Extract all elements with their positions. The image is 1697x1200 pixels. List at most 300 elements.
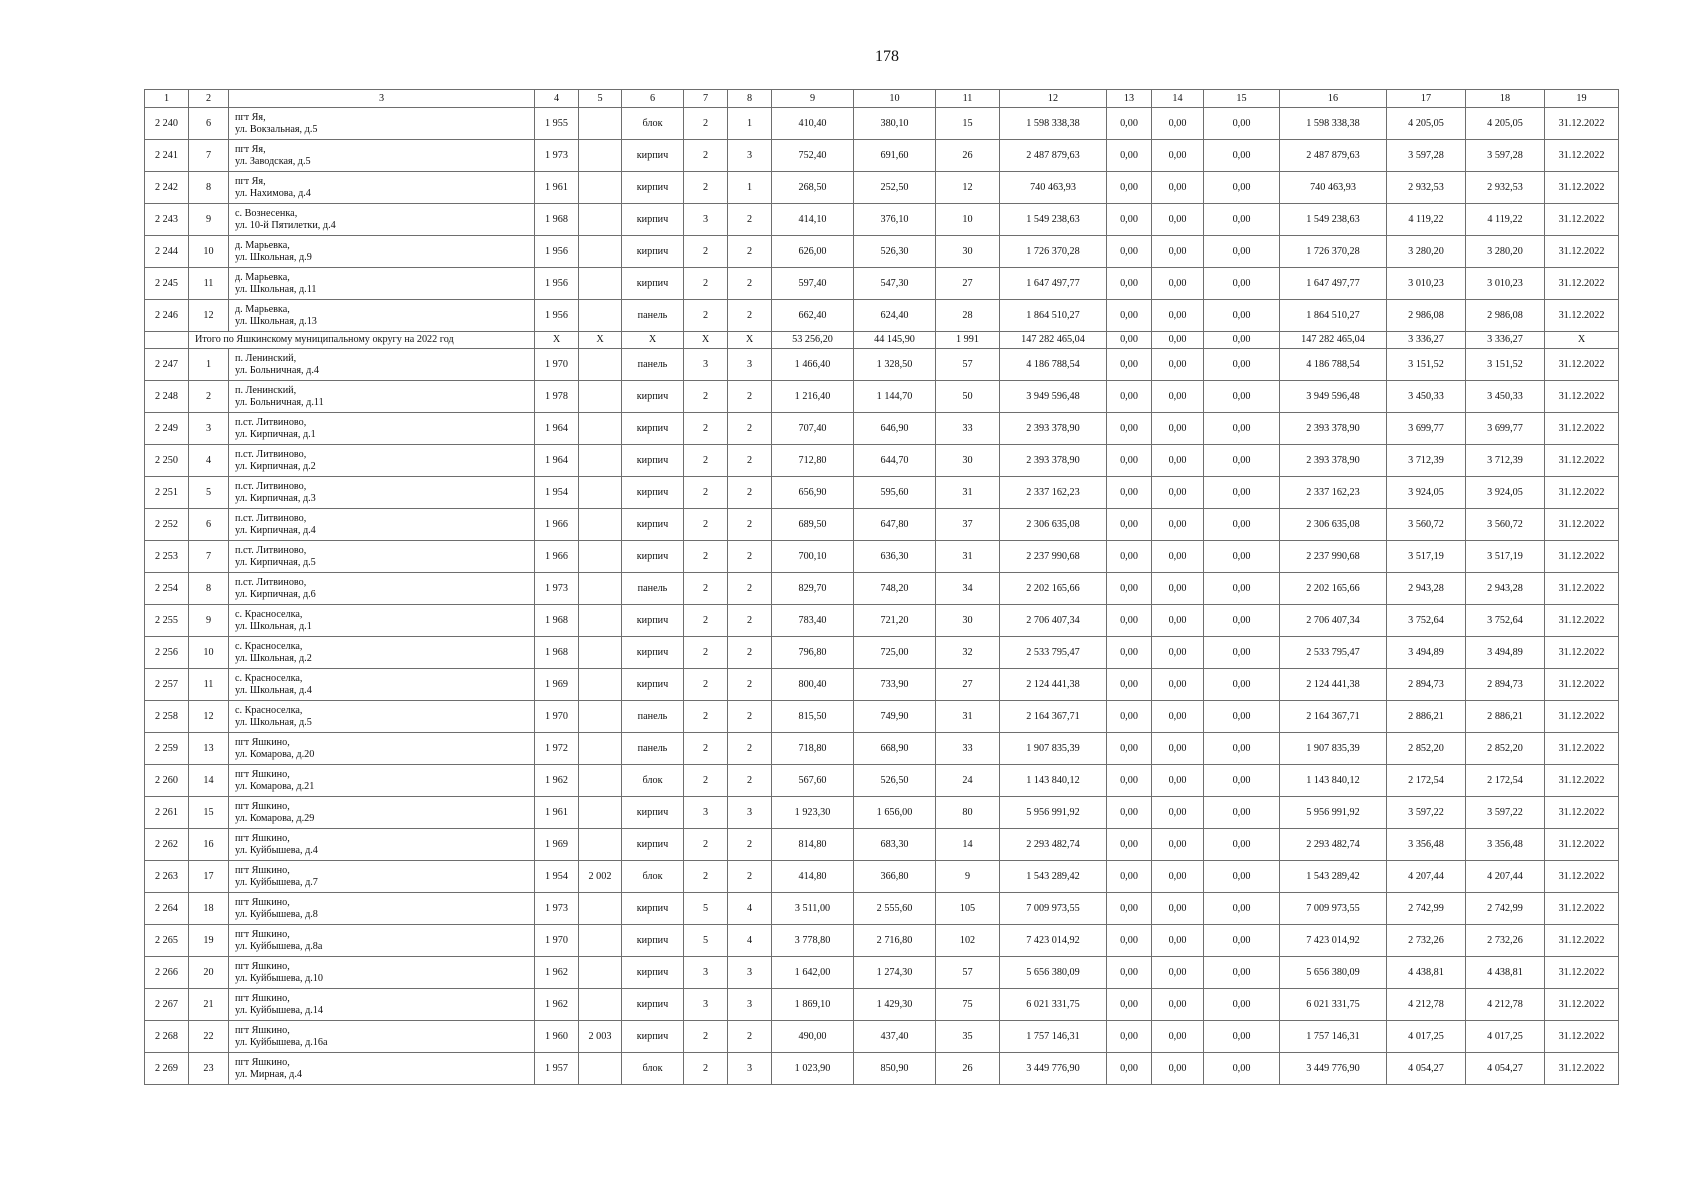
- address-street: ул. Больничная, д.4: [235, 364, 319, 376]
- table-row: [145, 573, 1619, 605]
- cell-b: 595,60: [854, 477, 936, 509]
- cell-c14: 0,00: [1152, 573, 1204, 605]
- cell-c15: 0,00: [1204, 108, 1280, 140]
- cell-c18: 3 560,72: [1466, 509, 1545, 541]
- cell-a: 597,40: [772, 268, 854, 300]
- cell-a: 656,90: [772, 477, 854, 509]
- address-street: ул. Куйбышева, д.8а: [235, 940, 323, 952]
- column-header: 6: [622, 90, 684, 108]
- cell-c17: 4 119,22: [1387, 204, 1466, 236]
- cell-f: 3: [684, 797, 728, 829]
- cell-c15: 0,00: [1204, 477, 1280, 509]
- cell-mat: панель: [622, 701, 684, 733]
- cell-date: 31.12.2022: [1545, 381, 1619, 413]
- cell-mat: кирпич: [622, 236, 684, 268]
- cell-c13: 0,00: [1107, 381, 1152, 413]
- cell-c18: 2 172,54: [1466, 765, 1545, 797]
- cell-cost: 7 423 014,92: [1000, 925, 1107, 957]
- address-locality: п.ст. Литвиново,: [235, 545, 307, 556]
- cell-mat: кирпич: [622, 669, 684, 701]
- total-value: Х: [1545, 332, 1619, 349]
- cell-year: 1 964: [535, 445, 579, 477]
- cell-c15: 0,00: [1204, 413, 1280, 445]
- cell-f: 2: [684, 236, 728, 268]
- cell-c16: 7 009 973,55: [1280, 893, 1387, 925]
- address-locality: п.ст. Литвиново,: [235, 577, 307, 588]
- cell-c16: 2 237 990,68: [1280, 541, 1387, 573]
- cell-cost: 2 124 441,38: [1000, 669, 1107, 701]
- cell-f: 2: [684, 669, 728, 701]
- cell-c16: 4 186 788,54: [1280, 349, 1387, 381]
- column-header-row: [145, 90, 1619, 108]
- cell-c16: 740 463,93: [1280, 172, 1387, 204]
- column-header: 1: [145, 90, 189, 108]
- cell-no: 2 249: [145, 413, 189, 445]
- cell-y2: [579, 300, 622, 332]
- column-header: 5: [579, 90, 622, 108]
- cell-a: 829,70: [772, 573, 854, 605]
- cell-c17: 3 356,48: [1387, 829, 1466, 861]
- address-street: ул. Куйбышева, д.10: [235, 972, 323, 984]
- table-row: [145, 381, 1619, 413]
- cell-c17: 2 894,73: [1387, 669, 1466, 701]
- cell-c17: 3 597,22: [1387, 797, 1466, 829]
- address-cell: [229, 1053, 535, 1085]
- cell-f: 3: [684, 349, 728, 381]
- cell-y2: [579, 140, 622, 172]
- total-value: 44 145,90: [854, 332, 936, 349]
- cell-y2: [579, 829, 622, 861]
- cell-c15: 0,00: [1204, 829, 1280, 861]
- table-row: [145, 509, 1619, 541]
- cell-year: 1 966: [535, 509, 579, 541]
- cell-a: 718,80: [772, 733, 854, 765]
- address-locality: д. Марьевка,: [235, 272, 290, 283]
- address-cell: [229, 637, 535, 669]
- address-cell: [229, 300, 535, 332]
- cell-date: 31.12.2022: [1545, 268, 1619, 300]
- cell-mat: кирпич: [622, 925, 684, 957]
- column-header: 2: [189, 90, 229, 108]
- cell-c14: 0,00: [1152, 797, 1204, 829]
- address-cell: [229, 829, 535, 861]
- cell-b: 691,60: [854, 140, 936, 172]
- cell-no: 2 255: [145, 605, 189, 637]
- address-cell: [229, 765, 535, 797]
- cell-cost: 2 164 367,71: [1000, 701, 1107, 733]
- cell-date: 31.12.2022: [1545, 445, 1619, 477]
- address-cell: [229, 172, 535, 204]
- cell-c18: 3 494,89: [1466, 637, 1545, 669]
- cell-c18: 4 119,22: [1466, 204, 1545, 236]
- cell-no: 2 254: [145, 573, 189, 605]
- cell-n: 19: [189, 925, 229, 957]
- cell-p: 30: [936, 236, 1000, 268]
- cell-c16: 2 706 407,34: [1280, 605, 1387, 637]
- cell-a: 1 923,30: [772, 797, 854, 829]
- cell-a: 796,80: [772, 637, 854, 669]
- cell-a: 3 778,80: [772, 925, 854, 957]
- cell-c15: 0,00: [1204, 637, 1280, 669]
- cell-y2: 2 003: [579, 1021, 622, 1053]
- cell-cost: 2 293 482,74: [1000, 829, 1107, 861]
- cell-c18: 2 852,20: [1466, 733, 1545, 765]
- cell-y2: [579, 413, 622, 445]
- address-street: ул. Школьная, д.4: [235, 684, 312, 696]
- cell-f: 2: [684, 861, 728, 893]
- cell-y2: [579, 268, 622, 300]
- cell-n: 2: [189, 381, 229, 413]
- address-locality: п.ст. Литвиново,: [235, 513, 307, 524]
- column-header: 4: [535, 90, 579, 108]
- cell-p: 31: [936, 701, 1000, 733]
- cell-c16: 6 021 331,75: [1280, 989, 1387, 1021]
- cell-date: 31.12.2022: [1545, 509, 1619, 541]
- cell-c15: 0,00: [1204, 445, 1280, 477]
- cell-b: 376,10: [854, 204, 936, 236]
- cell-b: 547,30: [854, 268, 936, 300]
- cell-date: 31.12.2022: [1545, 861, 1619, 893]
- cell-c15: 0,00: [1204, 268, 1280, 300]
- address-cell: [229, 509, 535, 541]
- cell-b: 644,70: [854, 445, 936, 477]
- cell-n: 16: [189, 829, 229, 861]
- cell-c13: 0,00: [1107, 957, 1152, 989]
- cell-date: 31.12.2022: [1545, 701, 1619, 733]
- cell-c18: 4 212,78: [1466, 989, 1545, 1021]
- cell-c14: 0,00: [1152, 829, 1204, 861]
- cell-b: 1 328,50: [854, 349, 936, 381]
- cell-c18: 3 597,22: [1466, 797, 1545, 829]
- cell-c15: 0,00: [1204, 989, 1280, 1021]
- cell-f: 2: [684, 413, 728, 445]
- address-cell: [229, 733, 535, 765]
- cell-c15: 0,00: [1204, 541, 1280, 573]
- cell-cost: 4 186 788,54: [1000, 349, 1107, 381]
- cell-mat: панель: [622, 573, 684, 605]
- cell-n: 6: [189, 509, 229, 541]
- cell-cost: 1 864 510,27: [1000, 300, 1107, 332]
- cell-c17: 4 205,05: [1387, 108, 1466, 140]
- cell-mat: кирпич: [622, 893, 684, 925]
- cell-cost: 2 393 378,90: [1000, 413, 1107, 445]
- cell-y2: [579, 701, 622, 733]
- cell-year: 1 966: [535, 541, 579, 573]
- table-row: [145, 349, 1619, 381]
- address-cell: [229, 268, 535, 300]
- cell-c13: 0,00: [1107, 509, 1152, 541]
- address-cell: [229, 140, 535, 172]
- cell-no: 2 268: [145, 1021, 189, 1053]
- cell-c15: 0,00: [1204, 893, 1280, 925]
- cell-year: 1 970: [535, 701, 579, 733]
- cell-p: 34: [936, 573, 1000, 605]
- table-row: [145, 861, 1619, 893]
- cell-y2: [579, 1053, 622, 1085]
- address-street: ул. Кирпичная, д.2: [235, 460, 316, 472]
- cell-c15: 0,00: [1204, 300, 1280, 332]
- address-street: ул. Нахимова, д.4: [235, 187, 311, 199]
- cell-date: 31.12.2022: [1545, 637, 1619, 669]
- cell-b: 526,50: [854, 765, 936, 797]
- column-header: 19: [1545, 90, 1619, 108]
- table-row: [145, 797, 1619, 829]
- cell-p: 32: [936, 637, 1000, 669]
- cell-c13: 0,00: [1107, 733, 1152, 765]
- cell-c14: 0,00: [1152, 637, 1204, 669]
- cell-c14: 0,00: [1152, 413, 1204, 445]
- cell-no: 2 247: [145, 349, 189, 381]
- cell-p: 57: [936, 957, 1000, 989]
- cell-f: 2: [684, 300, 728, 332]
- cell-year: 1 962: [535, 989, 579, 1021]
- cell-mat: кирпич: [622, 477, 684, 509]
- cell-p: 10: [936, 204, 1000, 236]
- cell-p: 14: [936, 829, 1000, 861]
- cell-c13: 0,00: [1107, 477, 1152, 509]
- housing-registry-table: [144, 89, 1619, 1085]
- cell-c13: 0,00: [1107, 605, 1152, 637]
- cell-c13: 0,00: [1107, 765, 1152, 797]
- cell-e: 2: [728, 573, 772, 605]
- cell-c14: 0,00: [1152, 957, 1204, 989]
- cell-mat: панель: [622, 349, 684, 381]
- cell-c14: 0,00: [1152, 733, 1204, 765]
- address-cell: [229, 1021, 535, 1053]
- cell-n: 22: [189, 1021, 229, 1053]
- address-cell: [229, 605, 535, 637]
- cell-no: 2 250: [145, 445, 189, 477]
- cell-year: 1 956: [535, 236, 579, 268]
- cell-b: 748,20: [854, 573, 936, 605]
- address-cell: [229, 701, 535, 733]
- total-value: 53 256,20: [772, 332, 854, 349]
- cell-e: 2: [728, 413, 772, 445]
- address-street: ул. Кирпичная, д.4: [235, 524, 316, 536]
- cell-c15: 0,00: [1204, 204, 1280, 236]
- cell-c15: 0,00: [1204, 1053, 1280, 1085]
- cell-date: 31.12.2022: [1545, 797, 1619, 829]
- cell-c16: 3 449 776,90: [1280, 1053, 1387, 1085]
- cell-a: 662,40: [772, 300, 854, 332]
- cell-e: 2: [728, 268, 772, 300]
- cell-c13: 0,00: [1107, 893, 1152, 925]
- address-cell: [229, 445, 535, 477]
- cell-a: 1 216,40: [772, 381, 854, 413]
- cell-c15: 0,00: [1204, 236, 1280, 268]
- cell-cost: 740 463,93: [1000, 172, 1107, 204]
- cell-c15: 0,00: [1204, 701, 1280, 733]
- cell-date: 31.12.2022: [1545, 957, 1619, 989]
- cell-p: 50: [936, 381, 1000, 413]
- address-cell: [229, 797, 535, 829]
- cell-a: 783,40: [772, 605, 854, 637]
- table-row: [145, 268, 1619, 300]
- address-locality: пгт Яшкино,: [235, 929, 290, 940]
- cell-mat: кирпич: [622, 172, 684, 204]
- cell-no: 2 263: [145, 861, 189, 893]
- cell-no: 2 256: [145, 637, 189, 669]
- address-street: ул. 10-й Пятилетки, д.4: [235, 219, 336, 231]
- cell-y2: [579, 573, 622, 605]
- cell-b: 2 716,80: [854, 925, 936, 957]
- cell-c17: 2 886,21: [1387, 701, 1466, 733]
- cell-f: 2: [684, 509, 728, 541]
- table-row: [145, 925, 1619, 957]
- cell-date: 31.12.2022: [1545, 172, 1619, 204]
- cell-c17: 4 054,27: [1387, 1053, 1466, 1085]
- address-locality: д. Марьевка,: [235, 240, 290, 251]
- table-row: [145, 1021, 1619, 1053]
- cell-c16: 3 949 596,48: [1280, 381, 1387, 413]
- cell-n: 4: [189, 445, 229, 477]
- cell-p: 12: [936, 172, 1000, 204]
- address-locality: с. Красноселка,: [235, 641, 303, 652]
- cell-y2: [579, 204, 622, 236]
- cell-a: 700,10: [772, 541, 854, 573]
- cell-f: 2: [684, 268, 728, 300]
- cell-c17: 2 986,08: [1387, 300, 1466, 332]
- address-locality: пгт Яшкино,: [235, 961, 290, 972]
- cell-c16: 1 143 840,12: [1280, 765, 1387, 797]
- cell-p: 9: [936, 861, 1000, 893]
- cell-c14: 0,00: [1152, 509, 1204, 541]
- cell-n: 10: [189, 236, 229, 268]
- table-row: [145, 893, 1619, 925]
- cell-a: 268,50: [772, 172, 854, 204]
- address-street: ул. Кирпичная, д.6: [235, 588, 316, 600]
- address-locality: д. Марьевка,: [235, 304, 290, 315]
- address-locality: пгт Яшкино,: [235, 1025, 290, 1036]
- cell-a: 814,80: [772, 829, 854, 861]
- cell-e: 1: [728, 108, 772, 140]
- cell-c17: 4 438,81: [1387, 957, 1466, 989]
- address-street: ул. Комарова, д.29: [235, 812, 315, 824]
- address-cell: [229, 925, 535, 957]
- cell-mat: кирпич: [622, 140, 684, 172]
- cell-c15: 0,00: [1204, 381, 1280, 413]
- cell-c14: 0,00: [1152, 765, 1204, 797]
- cell-c17: 3 151,52: [1387, 349, 1466, 381]
- column-header: 8: [728, 90, 772, 108]
- address-street: ул. Кирпичная, д.5: [235, 556, 316, 568]
- cell-year: 1 970: [535, 349, 579, 381]
- cell-c14: 0,00: [1152, 925, 1204, 957]
- cell-c16: 2 393 378,90: [1280, 413, 1387, 445]
- cell-b: 733,90: [854, 669, 936, 701]
- cell-a: 1 466,40: [772, 349, 854, 381]
- cell-c14: 0,00: [1152, 669, 1204, 701]
- cell-mat: кирпич: [622, 637, 684, 669]
- cell-p: 33: [936, 733, 1000, 765]
- cell-e: 3: [728, 140, 772, 172]
- cell-y2: [579, 349, 622, 381]
- cell-c14: 0,00: [1152, 1053, 1204, 1085]
- address-street: ул. Куйбышева, д.16а: [235, 1036, 328, 1048]
- cell-f: 2: [684, 108, 728, 140]
- cell-no: 2 248: [145, 381, 189, 413]
- cell-e: 4: [728, 925, 772, 957]
- cell-year: 1 954: [535, 861, 579, 893]
- cell-c14: 0,00: [1152, 989, 1204, 1021]
- cell-n: 11: [189, 669, 229, 701]
- cell-c18: 3 699,77: [1466, 413, 1545, 445]
- total-label: Итого по Яшкинскому муниципальному округу на 2022 год: [189, 332, 535, 349]
- cell-c14: 0,00: [1152, 236, 1204, 268]
- cell-c14: 0,00: [1152, 605, 1204, 637]
- cell-year: 1 968: [535, 605, 579, 637]
- cell-cost: 1 726 370,28: [1000, 236, 1107, 268]
- cell-b: 647,80: [854, 509, 936, 541]
- cell-c14: 0,00: [1152, 300, 1204, 332]
- cell-n: 7: [189, 140, 229, 172]
- cell-c17: 2 742,99: [1387, 893, 1466, 925]
- cell-b: 380,10: [854, 108, 936, 140]
- cell-n: 9: [189, 204, 229, 236]
- cell-c15: 0,00: [1204, 573, 1280, 605]
- cell-b: 437,40: [854, 1021, 936, 1053]
- cell-e: 2: [728, 701, 772, 733]
- address-cell: [229, 108, 535, 140]
- cell-f: 5: [684, 925, 728, 957]
- cell-f: 2: [684, 605, 728, 637]
- cell-e: 2: [728, 204, 772, 236]
- cell-c13: 0,00: [1107, 204, 1152, 236]
- cell-cost: 2 487 879,63: [1000, 140, 1107, 172]
- cell-c18: 2 732,26: [1466, 925, 1545, 957]
- address-cell: [229, 861, 535, 893]
- cell-c16: 2 533 795,47: [1280, 637, 1387, 669]
- cell-n: 10: [189, 637, 229, 669]
- cell-y2: [579, 108, 622, 140]
- cell-f: 2: [684, 477, 728, 509]
- total-value: 0,00: [1107, 332, 1152, 349]
- table-row: [145, 236, 1619, 268]
- cell-c18: 3 356,48: [1466, 829, 1545, 861]
- cell-n: 3: [189, 413, 229, 445]
- cell-c13: 0,00: [1107, 349, 1152, 381]
- address-locality: пгт Яя,: [235, 144, 266, 155]
- cell-mat: блок: [622, 861, 684, 893]
- column-header: 12: [1000, 90, 1107, 108]
- cell-p: 105: [936, 893, 1000, 925]
- cell-y2: [579, 509, 622, 541]
- cell-no: 2 253: [145, 541, 189, 573]
- cell-c16: 1 647 497,77: [1280, 268, 1387, 300]
- cell-y2: [579, 893, 622, 925]
- cell-f: 2: [684, 1021, 728, 1053]
- table-row: [145, 445, 1619, 477]
- address-street: ул. Кирпичная, д.3: [235, 492, 316, 504]
- cell-cost: 7 009 973,55: [1000, 893, 1107, 925]
- cell-mat: кирпич: [622, 605, 684, 637]
- cell-e: 2: [728, 605, 772, 637]
- cell-no: 2 241: [145, 140, 189, 172]
- cell-y2: [579, 733, 622, 765]
- cell-b: 1 656,00: [854, 797, 936, 829]
- cell-c16: 1 549 238,63: [1280, 204, 1387, 236]
- cell-mat: кирпич: [622, 413, 684, 445]
- table-row: [145, 1053, 1619, 1085]
- cell-c18: 3 151,52: [1466, 349, 1545, 381]
- address-locality: с. Вознесенка,: [235, 208, 298, 219]
- cell-a: 414,80: [772, 861, 854, 893]
- cell-no: 2 257: [145, 669, 189, 701]
- cell-date: 31.12.2022: [1545, 1053, 1619, 1085]
- cell-c15: 0,00: [1204, 797, 1280, 829]
- cell-mat: кирпич: [622, 204, 684, 236]
- cell-year: 1 956: [535, 268, 579, 300]
